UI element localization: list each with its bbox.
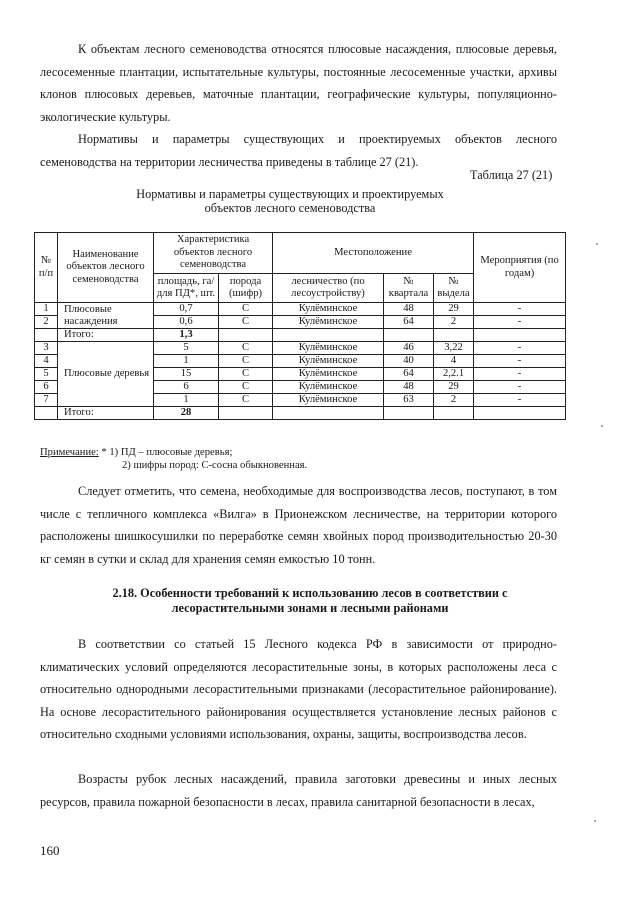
row-species: С — [219, 303, 273, 316]
row-forestry: Кулёминское — [273, 355, 384, 368]
row-plot: 2 — [434, 316, 474, 329]
seed-objects-table — [34, 232, 566, 420]
section-paragraph-1: В соответствии со статьей 15 Лесного кодекса РФ в зависимости от природно-климатических условий определяются лесорастительные зоны, в которых расположены леса с относительно однородными лесорастительными признаками (лесорастительное районирование). На основе лесорастительного районирования осуществляется установление лесных районов с относительно сходными условиями использования, охраны, защиты, воспроизводства лесов. — [40, 637, 557, 741]
row-measures: - — [474, 355, 566, 368]
row-plot: 4 — [434, 355, 474, 368]
row-species: С — [219, 394, 273, 407]
row-area: 1 — [154, 394, 219, 407]
table-note — [40, 446, 307, 472]
row-measures: - — [474, 342, 566, 355]
row-forestry: Кулёминское — [273, 316, 384, 329]
page-number: 160 — [40, 843, 60, 858]
row-quarter: 64 — [384, 316, 434, 329]
row-measures: - — [474, 394, 566, 407]
row-num: 3 — [35, 342, 58, 355]
row-num: 1 — [35, 303, 58, 316]
row-area: 0,6 — [154, 316, 219, 329]
row-area: 0,7 — [154, 303, 219, 316]
row-quarter: 63 — [384, 394, 434, 407]
row-quarter: 48 — [384, 381, 434, 394]
table-row — [35, 303, 566, 316]
row-plot: 3,22 — [434, 342, 474, 355]
row-species: С — [219, 342, 273, 355]
row-quarter: 48 — [384, 303, 434, 316]
intro-paragraph-2: Нормативы и параметры существующих и проектируемых объектов лесного семеноводства на территории лесничества приведены в таблице 27 (21). — [40, 132, 557, 169]
total-row — [35, 407, 566, 420]
row-species: С — [219, 368, 273, 381]
table-row — [35, 342, 566, 355]
total-label: Итого: — [58, 407, 154, 420]
row-plot: 29 — [434, 303, 474, 316]
row-area: 15 — [154, 368, 219, 381]
row-forestry: Кулёминское — [273, 303, 384, 316]
scan-speck — [601, 425, 603, 427]
header-name: Наименование объектов лесного семеноводства — [58, 233, 154, 303]
header-area: площадь, га/ для ПД*, шт. — [154, 274, 219, 303]
row-plot: 2,2.1 — [434, 368, 474, 381]
table-title-line-2: объектов лесного семеноводства — [204, 201, 376, 215]
note-label: Примечание: — [40, 447, 99, 458]
section-heading — [60, 586, 560, 616]
row-measures: - — [474, 303, 566, 316]
row-area: 6 — [154, 381, 219, 394]
table-caption: Таблица 27 (21) — [470, 168, 553, 182]
section-heading-line-2: лесорастительными зонами и лесными районами — [171, 601, 449, 615]
row-num: 5 — [35, 368, 58, 381]
header-forestry: лесничество (по лесоустройству) — [273, 274, 384, 303]
row-num: 6 — [35, 381, 58, 394]
row-forestry: Кулёминское — [273, 394, 384, 407]
header-characteristics: Характеристика объектов лесного семеноводства — [154, 233, 273, 274]
header-measures: Мероприятия (по годам) — [474, 233, 566, 303]
row-num: 2 — [35, 316, 58, 329]
note-line-2: 2) шифры пород: С-сосна обыкновенная. — [122, 460, 308, 471]
row-measures: - — [474, 316, 566, 329]
table-title — [120, 187, 460, 215]
total-label: Итого: — [58, 329, 154, 342]
header-species: порода (шифр) — [219, 274, 273, 303]
header-plot: № выдела — [434, 274, 474, 303]
row-area: 5 — [154, 342, 219, 355]
group-name: Плюсовые деревья — [58, 342, 154, 407]
row-quarter: 40 — [384, 355, 434, 368]
scan-speck — [594, 820, 596, 822]
row-quarter: 64 — [384, 368, 434, 381]
row-num: 4 — [35, 355, 58, 368]
note-line-1: * 1) ПД – плюсовые деревья; — [98, 447, 233, 458]
section-paragraph-2: Возрасты рубок лесных насаждений, правила заготовки древесины и иных лесных ресурсов, правила пожарной безопасности в лесах, правила санитарной безопасности в лесах, — [40, 772, 557, 809]
group-name: Плюсовые насаждения — [58, 303, 154, 329]
header-num: № п/п — [35, 233, 58, 303]
total-value: 28 — [154, 407, 219, 420]
row-quarter: 46 — [384, 342, 434, 355]
seed-supply-paragraph: Следует отметить, что семена, необходимые для воспроизводства лесов, поступают, в том числе с тепличного комплекса «Вилга» в Прионежском лесничестве, на территории которого расположены шишкосушилки по переработке семян хвойных пород производительностью 20-30 кг семян в сутки и склад для хранения семян емкостью 10 тонн. — [40, 484, 557, 566]
row-species: С — [219, 355, 273, 368]
row-area: 1 — [154, 355, 219, 368]
row-species: С — [219, 316, 273, 329]
row-forestry: Кулёминское — [273, 342, 384, 355]
row-plot: 29 — [434, 381, 474, 394]
row-species: С — [219, 381, 273, 394]
row-measures: - — [474, 368, 566, 381]
header-quarter: № квартала — [384, 274, 434, 303]
row-forestry: Кулёминское — [273, 381, 384, 394]
row-forestry: Кулёминское — [273, 368, 384, 381]
scan-speck — [596, 243, 598, 245]
row-measures: - — [474, 381, 566, 394]
total-row — [35, 329, 566, 342]
header-location: Местоположение — [273, 233, 474, 274]
section-heading-line-1: 2.18. Особенности требований к использованию лесов в соответствии с — [112, 586, 508, 600]
row-num: 7 — [35, 394, 58, 407]
intro-paragraph-1: К объектам лесного семеноводства относятся плюсовые насаждения, плюсовые деревья, лесосеменные плантации, испытательные культуры, постоянные лесосеменные участки, архивы клонов плюсовых деревьев, маточные плантации, географические культуры, популяционно-экологические культуры. — [40, 42, 557, 124]
row-plot: 2 — [434, 394, 474, 407]
table-title-line-1: Нормативы и параметры существующих и проектируемых — [136, 187, 444, 201]
total-value: 1,3 — [154, 329, 219, 342]
